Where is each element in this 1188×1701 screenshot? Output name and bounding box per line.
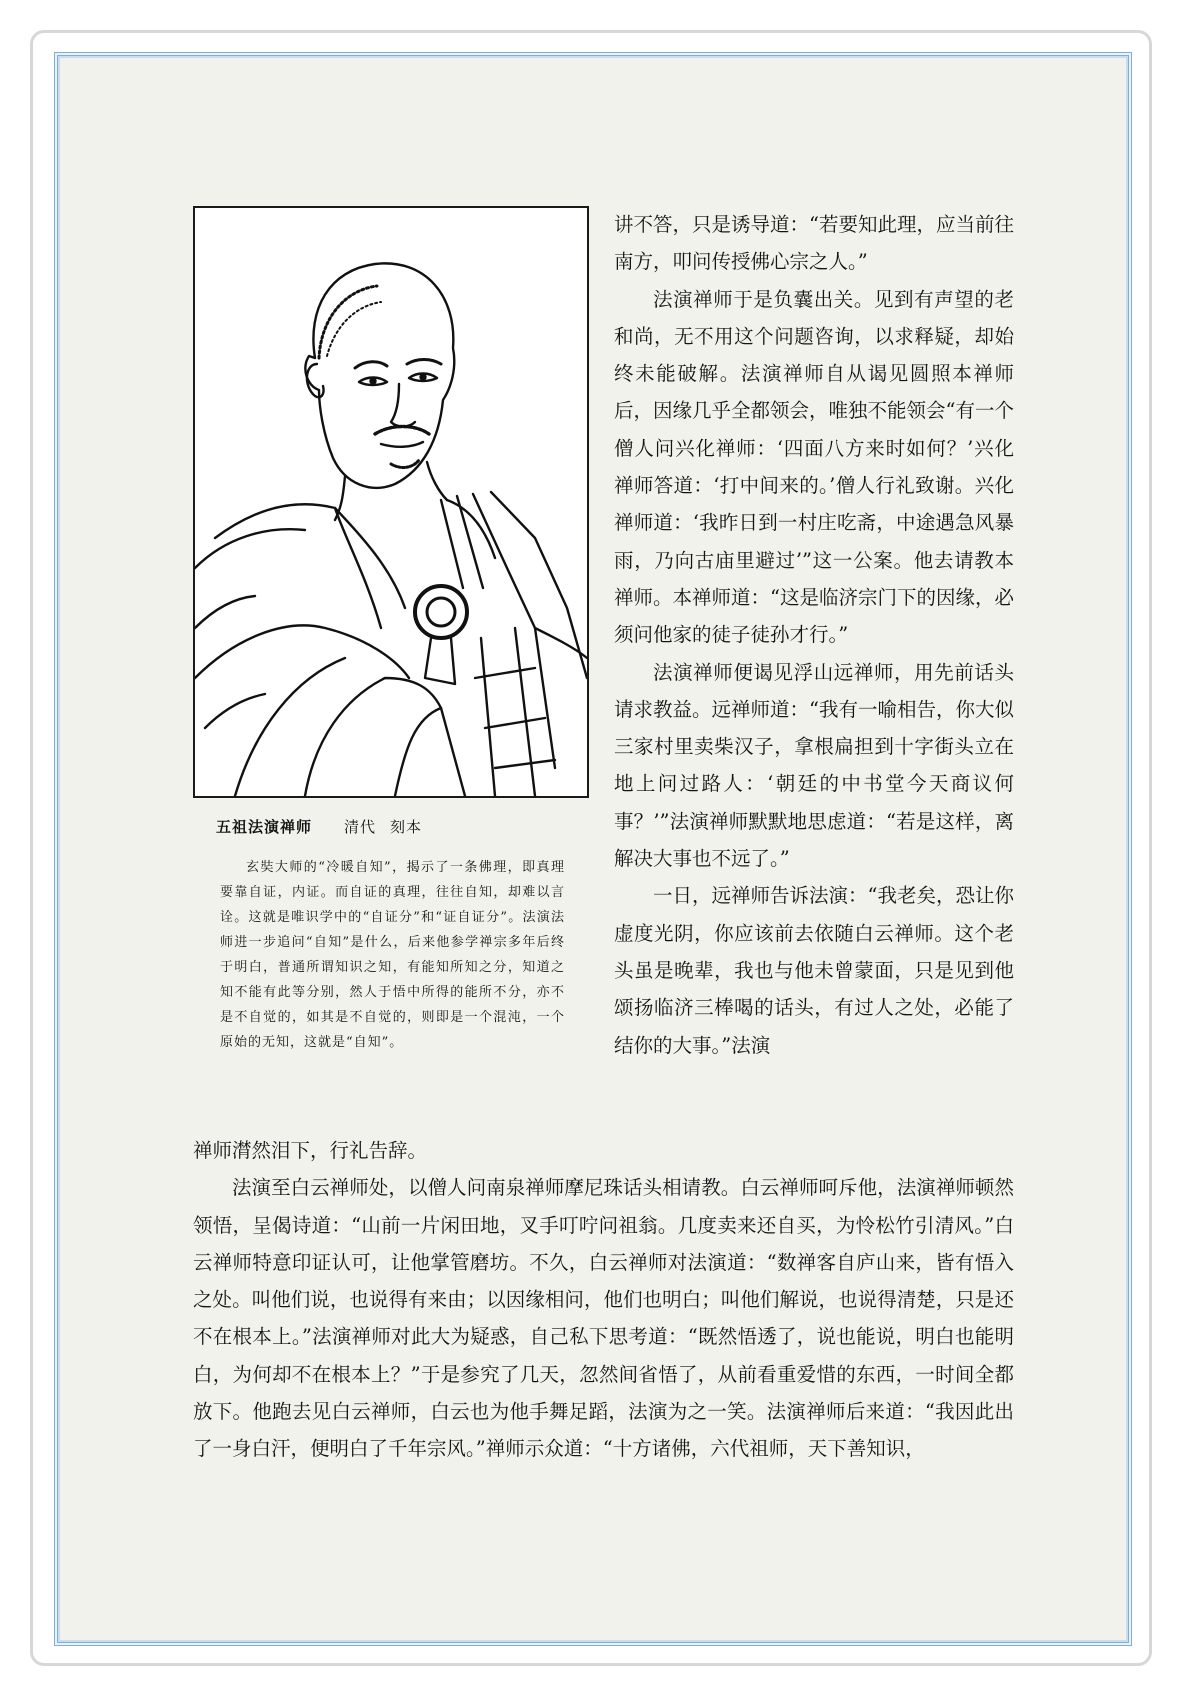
article-paragraph: 法演禅师于是负囊出关。见到有声望的老和尚，无不用这个问题咨询，以求释疑，却始终未能破解。法演禅师自从谒见圆照本禅师后，因缘几乎全都领会，唯独不能领会“有一个僧人问兴化禅师：‘四面八方来时如何？’兴化禅师答道：‘打中间来的。’僧人行礼致谢。兴化禅师道：‘我昨日到一村庄吃斋，中途遇急风暴雨，乃向古庙里避过’”这一公案。他去请教本禅师。本禅师道：“这是临济宗门下的因缘，必须问他家的徒子徒孙才行。” [614, 287, 1014, 647]
caption-dynasty: 清代 [344, 818, 377, 836]
figure-caption [216, 816, 596, 837]
caption-title: 五祖法演禅师 [216, 818, 313, 836]
portrait-woodcut [193, 206, 589, 798]
article-paragraph: 一日，远禅师告诉法演：“我老矣，恐让你虚度光阴，你应该前去依随白云禅师。这个老头虽是晚辈，我也与他未曾蒙面，只是见到他颂扬临济三棒喝的话头，有过人之处，必能了结你的大事。”法演 [614, 884, 1014, 1057]
article-right-column [614, 206, 1014, 1064]
side-note [220, 855, 565, 1055]
article-paragraph: 禅师潸然泪下，行礼告辞。 [193, 1139, 428, 1162]
article-paragraph: 法演至白云禅师处，以僧人问南泉禅师摩尼珠话头相请教。白云禅师呵斥他，法演禅师顿然领悟，呈偈诗道：“山前一片闲田地，叉手叮咛问祖翁。几度卖来还自买，为怜松竹引清风。”白云禅师特意印证认可，让他掌管磨坊。不久，白云禅师对法演道：“数禅客自庐山来，皆有悟入之处。叫他们说，也说得有来由；以因缘相问，他们也明白；叫他们解说，也说得清楚，只是还不在根本上。”法演禅师对此大为疑惑，自己私下思考道：“既然悟透了，说也能说，明白也能明白，为何却不在根本上？”于是参究了几天，忽然间省悟了，从前看重爱惜的东西，一时间全都放下。他跑去见白云禅师，白云也为他手舞足蹈，法演为之一笑。法演禅师后来道：“我因此出了一身白汗，便明白了千年宗风。”禅师示众道：“十方诸佛，六代祖师，天下善知识， [193, 1176, 1014, 1461]
side-note-text: 玄奘大师的“冷暖自知”，揭示了一条佛理，即真理要靠自证，内证。而自证的真理，往往自知，却难以言诠。这就是唯识学中的“自证分”和“证自证分”。法演法师进一步追问“自知”是什么，后来他参学禅宗多年后终于明白，普通所谓知识之知，有能知所知之分，知道之知不能有此等分别，然人于悟中所得的能所不分，亦不是不自觉的，如其是不自觉的，则即是一个混沌，一个原始的无知，这就是“自知”。 [220, 860, 565, 1050]
article-paragraph: 讲不答，只是诱导道：“若要知此理，应当前往南方，叩问传授佛心宗之人。” [614, 213, 1014, 274]
article-full-width [193, 1132, 1014, 1468]
article-paragraph: 法演禅师便谒见浮山远禅师，用先前话头请求教益。远禅师道：“我有一喻相告，你大似三家村里卖柴汉子，拿根扁担到十字街头立在地上问过路人：‘朝廷的中书堂今天商议何事？’”法演禅师默默地思虑道：“若是这样，离解决大事也不远了。” [614, 660, 1014, 871]
caption-medium: 刻本 [390, 818, 423, 836]
